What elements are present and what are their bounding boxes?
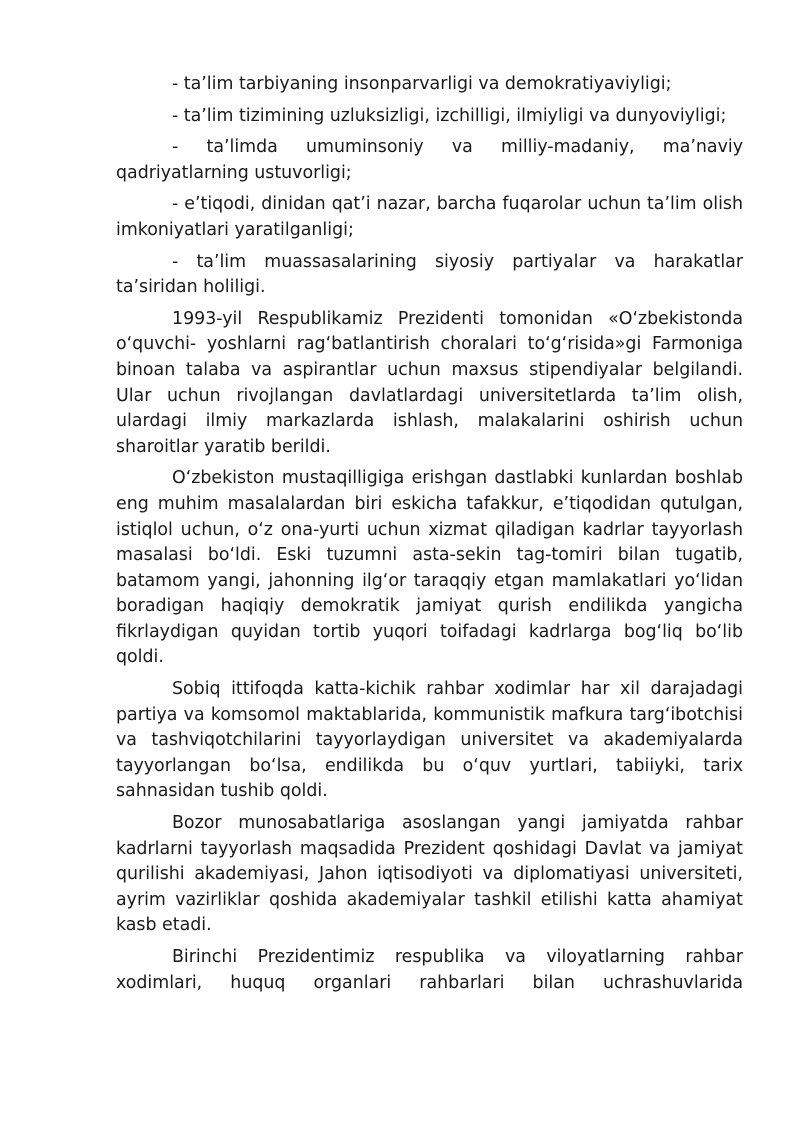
list-item-independence: - ta’lim muassasalarining siyosiy partiyalar va harakatlar ta’siridan holiligi. xyxy=(116,251,743,298)
paragraph-independence-cadres: O‘zbekiston mustaqilligiga erishgan dastlabki kunlardan boshlab eng muhim masalalardan biri eskicha tafakkur, e’tiqodidan qutulgan, istiqlol uchun, o‘z ona-yurti uchun xizmat qiladigan kadrlar tayyorlash masalasi bo‘ldi. Eski tuzumni asta-sekin tag-tomiri bilan tugatib, batamom yangi, jahonning ilg‘or taraqqiy etgan mamlakatlari yo‘lidan boradigan haqiqiy demokratik jamiyat qurish endilikda yangicha fikrlaydigan quyidan tortib yuqori toifadagi kadrlarga bog‘liq bo‘lib qoldi. xyxy=(116,468,743,668)
list-item-humanism: - ta’lim tarbiyaning insonparvarligi va demokratiyaviyligi; xyxy=(172,74,672,94)
paragraph-soviet-schools: Sobiq ittifoqda katta-kichik rahbar xodimlar har xil darajadagi partiya va komsomol maktablarida, kommunistik mafkura targ‘ibotchisi va tashviqotchilarini tayyorlaydigan universitet va akademiyalarda tayyorlangan bo‘lsa, endilikda bu o‘quv yurtlari, tabiiyki, tarix sahnasidan tushib qoldi. xyxy=(116,679,743,802)
paragraph-market-academies: Bozor munosabatlariga asoslangan yangi jamiyatda rahbar kadrlarni tayyorlash maqsadida Prezident qoshidagi Davlat va jamiyat qurilishi akademiyasi, Jahon iqtisodiyoti va diplomatiyasi universiteti, ayrim vazirliklar qoshida akademiyalar tashkil etilishi katta ahamiyat kasb etadi. xyxy=(116,813,743,936)
paragraph-1993-decree: 1993-yil Respublikamiz Prezidenti tomonidan «O‘zbekistonda o‘quvchi- yoshlarni rag‘batlantirish choralari to‘g‘risida»gi Farmoniga binoan talaba va aspirantlar uchun maxsus stipendiyalar belgilandi. Ular uchun rivojlangan davlatlardagi universitetlarda ta’lim olish, ulardagi ilmiy markazlarda ishlash, malakalarini oshirish uchun sharoitlar yaratib berildi. xyxy=(116,308,743,457)
document-page xyxy=(116,72,743,1002)
list-item-continuity: - ta’lim tizimining uzluksizligi, izchilligi, ilmiyligi va dunyoviyligi; xyxy=(172,105,727,126)
list-item-equal-access: - e’tiqodi, dinidan qat’i nazar, barcha fuqarolar uchun ta’lim olish imkoniyatlari yaratilganligi; xyxy=(116,194,743,240)
paragraph-president-meetings: Birinchi Prezidentimiz respublika va viloyatlarning rahbar xodimlari, huquq organlari rahbarlari bilan uchrashuvlarida xyxy=(116,947,743,993)
list-item-values: - ta’limda umuminsoniy va milliy-madaniy, ma’naviy qadriyatlarning ustuvorligi; xyxy=(116,137,743,183)
